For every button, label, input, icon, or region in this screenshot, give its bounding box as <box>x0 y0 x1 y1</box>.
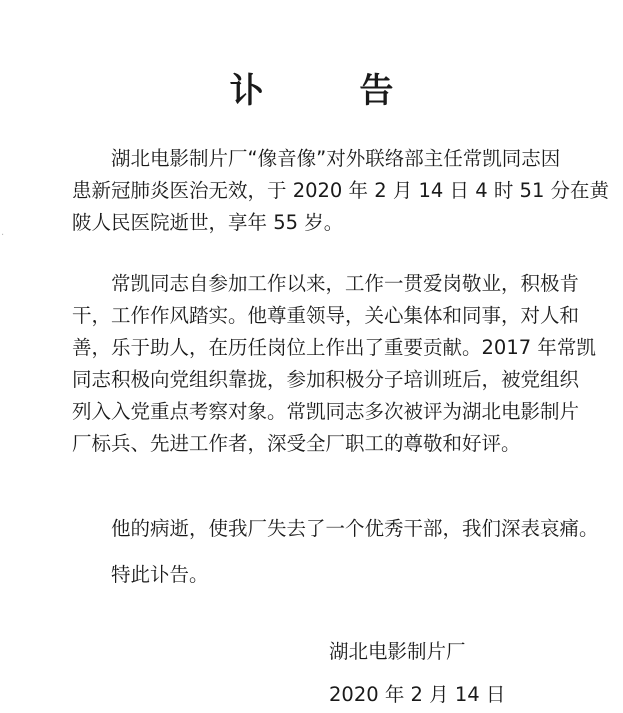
obituary-paragraph-2 <box>72 268 608 460</box>
paragraph-line: 特此讣告。 <box>111 563 209 586</box>
obituary-paragraph-3 <box>72 513 608 545</box>
edge-mark: · <box>1 230 5 241</box>
paragraph-line: 湖北电影制片厂“像音像”对外联络部主任常凯同志因 <box>111 147 561 170</box>
signature-organization: 湖北电影制片厂 <box>329 640 466 663</box>
paragraph-line: 常凯同志自参加工作以来，工作一贯爱岗敬业，积极肯 <box>111 272 580 295</box>
paragraph-line: 列入入党重点考察对象。常凯同志多次被评为湖北电影制片 <box>72 400 580 423</box>
paragraph-line: 善，乐于助人，在历任岗位上作出了重要贡献。2017 年常凯 <box>72 336 596 359</box>
paragraph-line: 厂标兵、先进工作者，深受全厂职工的尊敬和好评。 <box>72 432 521 455</box>
paragraph-line: 同志积极向党组织靠拢，参加积极分子培训班后，被党组织 <box>72 368 580 391</box>
obituary-title: 讣 告 <box>229 70 436 111</box>
obituary-paragraph-4 <box>72 559 608 591</box>
signature-date: 2020 年 2 月 14 日 <box>329 683 506 706</box>
obituary-paragraph-1 <box>72 143 608 239</box>
paragraph-line: 陂人民医院逝世，享年 55 岁。 <box>72 211 344 234</box>
paragraph-line: 他的病逝，使我厂失去了一个优秀干部，我们深表哀痛。 <box>111 517 599 540</box>
paragraph-line: 干，工作作风踏实。他尊重领导，关心集体和同事，对人和 <box>72 304 580 327</box>
paragraph-line: 患新冠肺炎医治无效，于 2020 年 2 月 14 日 4 时 51 分在黄 <box>72 179 610 202</box>
